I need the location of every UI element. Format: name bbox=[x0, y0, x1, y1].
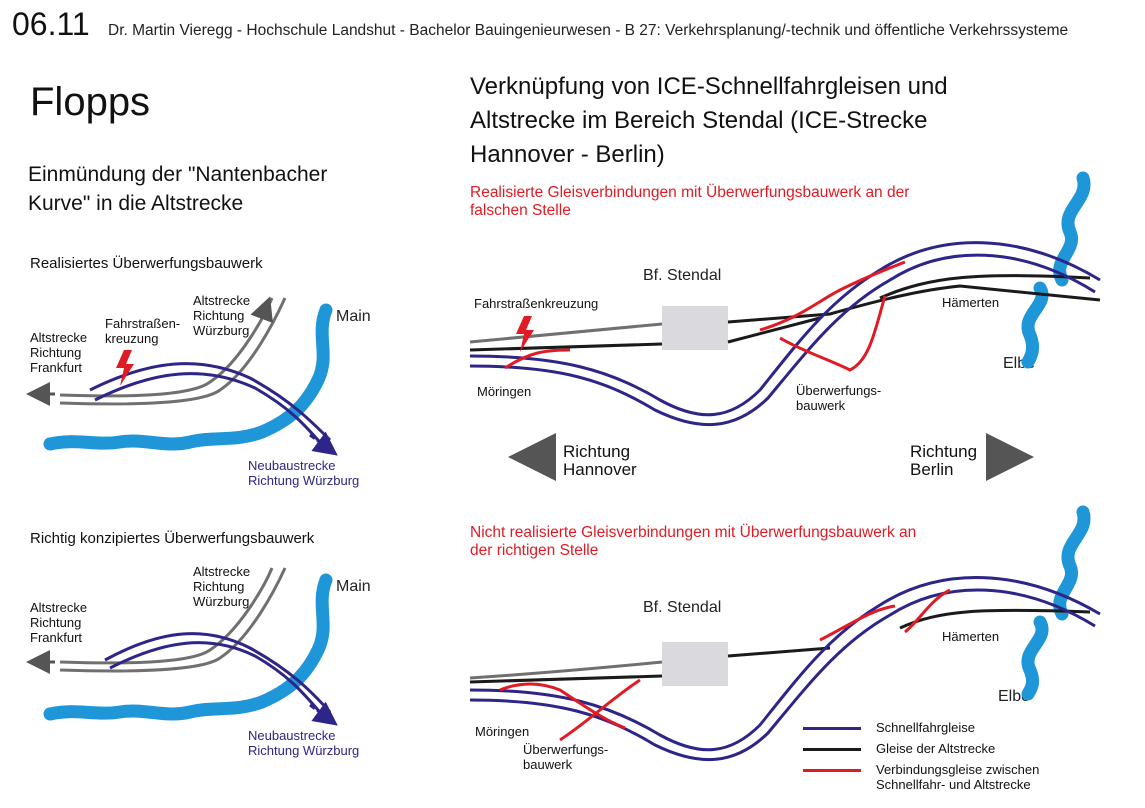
label-elbe-bottom: Elbe bbox=[998, 688, 1031, 705]
left-bottom-heading: Richtig konzipiertes Überwerfungsbauwerk bbox=[30, 530, 315, 547]
label-fahrstrassenkreuzung-left: Fahrstraßen-kreuzung bbox=[105, 316, 181, 346]
label-fahrstrassenkreuzung-right: Fahrstraßenkreuzung bbox=[474, 296, 599, 311]
label-neubaustrecke-bottom: Neubaustrecke Richtung Würzburg bbox=[248, 728, 360, 758]
station-building bbox=[662, 642, 728, 686]
connection-track bbox=[820, 606, 895, 640]
label-main-bottom: Main bbox=[336, 578, 371, 595]
label-elbe-top: Elbe bbox=[1003, 355, 1036, 372]
old-track bbox=[470, 324, 662, 342]
river-main bbox=[50, 310, 326, 444]
label-altstrecke-wuerzburg-bottom: Altstrecke Richtung Würzburg bbox=[193, 564, 251, 609]
course-header: Dr. Martin Vieregg - Hochschule Landshut - Bachelor Bauingenieurwesen - B 27: Verkehrsplanung/-technik und öffentliche Verkehrssysteme bbox=[108, 22, 1069, 39]
label-ueberwerfungsbauwerk-top: Überwerfungs-bauwerk bbox=[796, 383, 882, 413]
label-station-bottom: Bf. Stendal bbox=[643, 599, 722, 616]
legend-label: Schnellfahrgleise bbox=[876, 720, 976, 735]
label-richtung-berlin: Richtung Berlin bbox=[910, 442, 978, 479]
label-neubaustrecke-top: Neubaustrecke Richtung Würzburg bbox=[248, 458, 360, 488]
label-moeringen-top: Möringen bbox=[477, 384, 532, 399]
left-subtitle: Einmündung der "Nantenbacher Kurve" in die Altstrecke bbox=[28, 163, 328, 215]
old-track bbox=[728, 648, 830, 656]
label-haemerten-bottom: Hämerten bbox=[942, 629, 1000, 644]
label-haemerten-top: Hämerten bbox=[942, 295, 1000, 310]
direction-arrow-neubau bbox=[310, 705, 333, 722]
left-bottom-diagram bbox=[32, 568, 333, 722]
right-top-diagram bbox=[470, 178, 1100, 457]
label-altstrecke-frankfurt-top: Altstrecke Richtung Frankfurt bbox=[30, 330, 88, 375]
river-main bbox=[50, 580, 326, 714]
label-station-top: Bf. Stendal bbox=[643, 267, 722, 284]
high-speed-track bbox=[470, 578, 1100, 750]
high-speed-track bbox=[470, 243, 1100, 415]
right-bottom-heading: Nicht realisierte Gleisverbindungen mit Überwerfungsbauwerk an der richtigen Stelle bbox=[470, 524, 917, 559]
label-altstrecke-frankfurt-bottom: Altstrecke Richtung Frankfurt bbox=[30, 600, 88, 645]
label-main-top: Main bbox=[336, 308, 371, 325]
label-moeringen-bottom: Möringen bbox=[475, 724, 530, 739]
legend-label: Gleise der Altstrecke bbox=[876, 741, 996, 756]
left-top-diagram bbox=[32, 298, 333, 452]
left-top-heading: Realisiertes Überwerfungsbauwerk bbox=[30, 255, 263, 272]
right-top-heading: Realisierte Gleisverbindungen mit Überwerfungsbauwerk an der falschen Stelle bbox=[470, 184, 910, 219]
label-richtung-hannover: Richtung Hannover bbox=[563, 442, 637, 479]
river-elbe bbox=[1028, 288, 1042, 362]
label-altstrecke-wuerzburg-top: Altstrecke Richtung Würzburg bbox=[193, 293, 251, 338]
river-elbe bbox=[1028, 622, 1042, 694]
legend-label: Verbindungsgleise zwischen Schnellfahr- und Altstrecke bbox=[876, 762, 1040, 792]
lightning-icon bbox=[116, 350, 134, 386]
right-title: Verknüpfung von ICE-Schnellfahrgleisen und Altstrecke im Bereich Stendal (ICE-Strecke Hannover - Berlin) bbox=[470, 73, 948, 168]
slide-number: 06.11 bbox=[12, 6, 90, 42]
right-bottom-diagram bbox=[470, 512, 1100, 760]
high-speed-track bbox=[470, 590, 1095, 760]
page-title: Flopps bbox=[30, 80, 151, 124]
station-building bbox=[662, 306, 728, 350]
label-ueberwerfungsbauwerk-bottom: Überwerfungs-bauwerk bbox=[523, 742, 609, 772]
